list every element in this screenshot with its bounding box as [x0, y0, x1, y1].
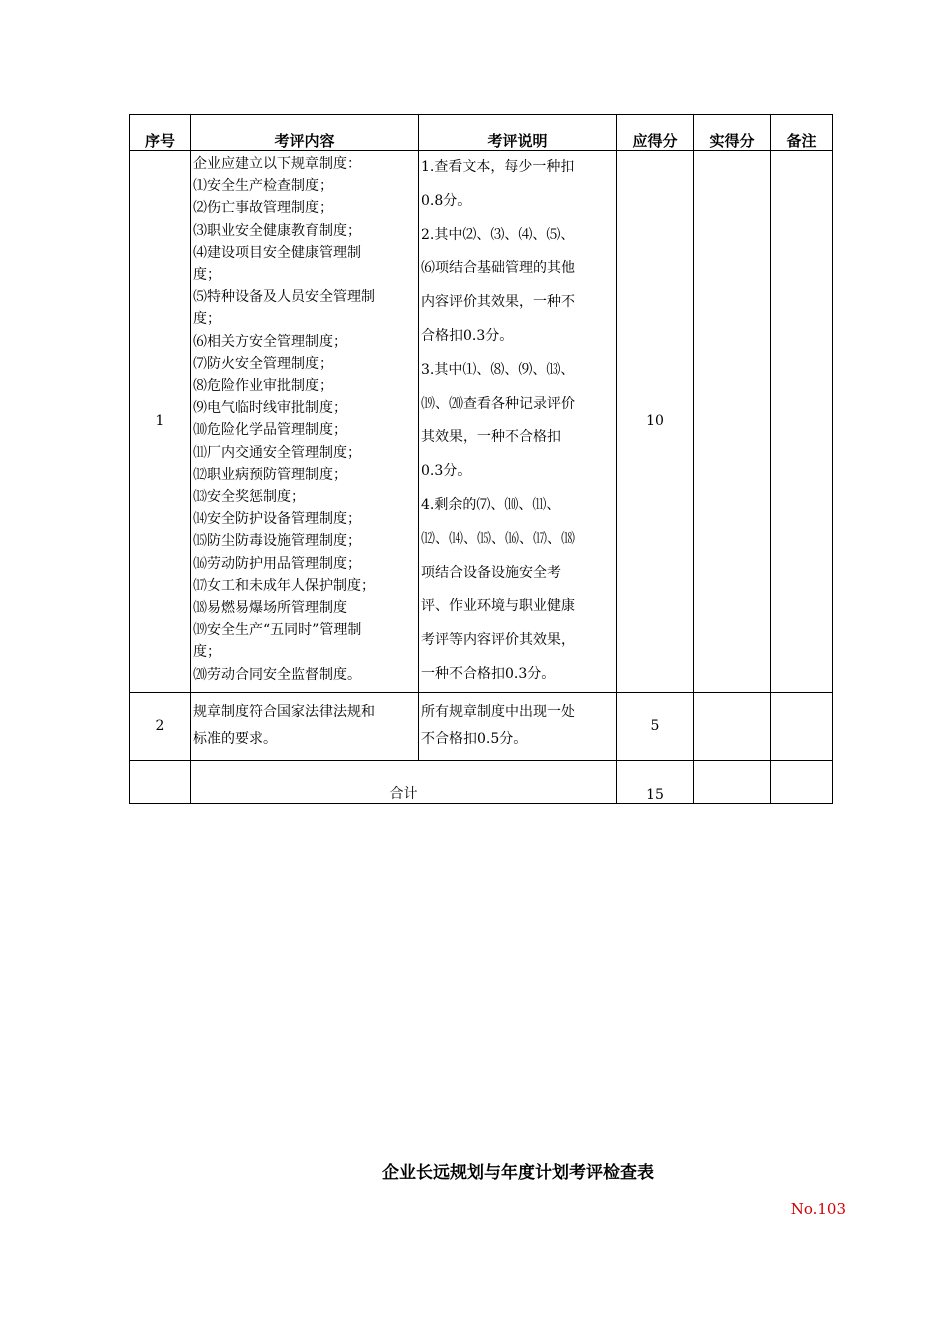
- document-number: No.103: [790, 1200, 846, 1218]
- row-content: [191, 151, 419, 693]
- text-line: ⒂防尘防毒设施管理制度；: [193, 533, 361, 550]
- text-line: 标准的要求。: [193, 731, 277, 748]
- text-line: 其效果，一种不合格扣: [421, 429, 561, 446]
- text-line: ⑸特种设备及人员安全管理制: [193, 289, 375, 306]
- row-seq: 2: [130, 692, 191, 760]
- text-line: 合格扣0.3分。: [421, 327, 514, 344]
- text-line: ⑿职业病预防管理制度；: [193, 466, 347, 483]
- text-line: ⒆安全生产“五同时”管理制: [193, 622, 362, 639]
- text-line: 评、作业环境与职业健康: [421, 598, 575, 615]
- header-content: 考评内容: [191, 115, 419, 151]
- table-row: [130, 151, 833, 693]
- text-line: ⑷建设项目安全健康管理制: [193, 244, 361, 261]
- text-line: 一种不合格扣0.3分。: [421, 665, 556, 682]
- text-line: ⒆、⒇查看各种记录评价: [421, 395, 575, 412]
- text-line: ⒅易燃易爆场所管理制度: [193, 600, 347, 617]
- row-content: [191, 692, 419, 760]
- text-line: ⑺防火安全管理制度；: [193, 355, 333, 372]
- text-line: ⑶职业安全健康教育制度；: [193, 222, 361, 239]
- header-seq: 序号: [130, 115, 191, 151]
- text-line: 企业应建立以下规章制度：: [193, 156, 361, 172]
- header-row: [130, 115, 833, 151]
- text-line: 1.查看文本，每少一种扣: [421, 159, 575, 175]
- row-description: [419, 151, 617, 693]
- header-remark: 备注: [771, 115, 833, 151]
- text-line: 度；: [193, 311, 221, 328]
- text-line: 内容评价其效果，一种不: [421, 294, 575, 311]
- text-line: 度；: [193, 267, 221, 284]
- text-line: ⒁安全防护设备管理制度；: [193, 511, 361, 528]
- text-line: ⒄女工和未成年人保护制度；: [193, 577, 375, 594]
- text-line: 2.其中⑵、⑶、⑷、⑸、: [421, 226, 575, 243]
- table-row: [130, 692, 833, 760]
- row-score: 5: [617, 692, 694, 760]
- total-label: 合计: [191, 760, 617, 803]
- text-line: ⑼电气临时线审批制度；: [193, 400, 347, 417]
- text-line: 3.其中⑴、⑻、⑼、⒀、: [421, 361, 575, 378]
- text-line: ⑹项结合基础管理的其他: [421, 260, 575, 277]
- text-line: ⒀安全奖惩制度；: [193, 489, 305, 506]
- row-seq: 1: [130, 151, 191, 693]
- total-score: 15: [617, 760, 694, 803]
- text-line: ⑵伤亡事故管理制度；: [193, 200, 333, 217]
- text-line: 不合格扣0.5分。: [421, 731, 528, 748]
- row-actual: [694, 151, 771, 693]
- text-line: 0.3分。: [421, 463, 472, 480]
- row-remark: [771, 692, 833, 760]
- text-line: 项结合设备设施安全考: [421, 564, 561, 581]
- text-line: ⒃劳动防护用品管理制度；: [193, 555, 361, 572]
- total-actual: [694, 760, 771, 803]
- text-line: ⑽危险化学品管理制度；: [193, 422, 347, 439]
- text-line: ⑿、⒁、⒂、⒃、⒄、⒅: [421, 530, 575, 547]
- row-score: 10: [617, 151, 694, 693]
- text-line: 度；: [193, 644, 221, 661]
- text-line: 0.8分。: [421, 192, 472, 209]
- text-line: ⑹相关方安全管理制度；: [193, 333, 347, 350]
- text-line: 规章制度符合国家法律法规和: [193, 704, 375, 721]
- header-score: 应得分: [617, 115, 694, 151]
- row-remark: [771, 151, 833, 693]
- next-table-title: 企业长远规划与年度计划考评检查表: [382, 1163, 654, 1183]
- total-seq-empty: [130, 760, 191, 803]
- text-line: 考评等内容评价其效果，: [421, 632, 575, 649]
- text-line: ⑴安全生产检查制度；: [193, 178, 333, 195]
- evaluation-table: [129, 114, 833, 804]
- total-remark: [771, 760, 833, 803]
- total-row: [130, 760, 833, 803]
- header-description: 考评说明: [419, 115, 617, 151]
- header-actual: 实得分: [694, 115, 771, 151]
- text-line: ⑻危险作业审批制度；: [193, 378, 333, 395]
- row-actual: [694, 692, 771, 760]
- text-line: ⒇劳动合同安全监督制度。: [193, 666, 361, 683]
- row-description: [419, 692, 617, 760]
- text-line: 所有规章制度中出现一处: [421, 704, 575, 721]
- text-line: ⑾厂内交通安全管理制度；: [193, 444, 361, 461]
- text-line: 4.剩余的⑺、⑽、⑾、: [421, 496, 561, 513]
